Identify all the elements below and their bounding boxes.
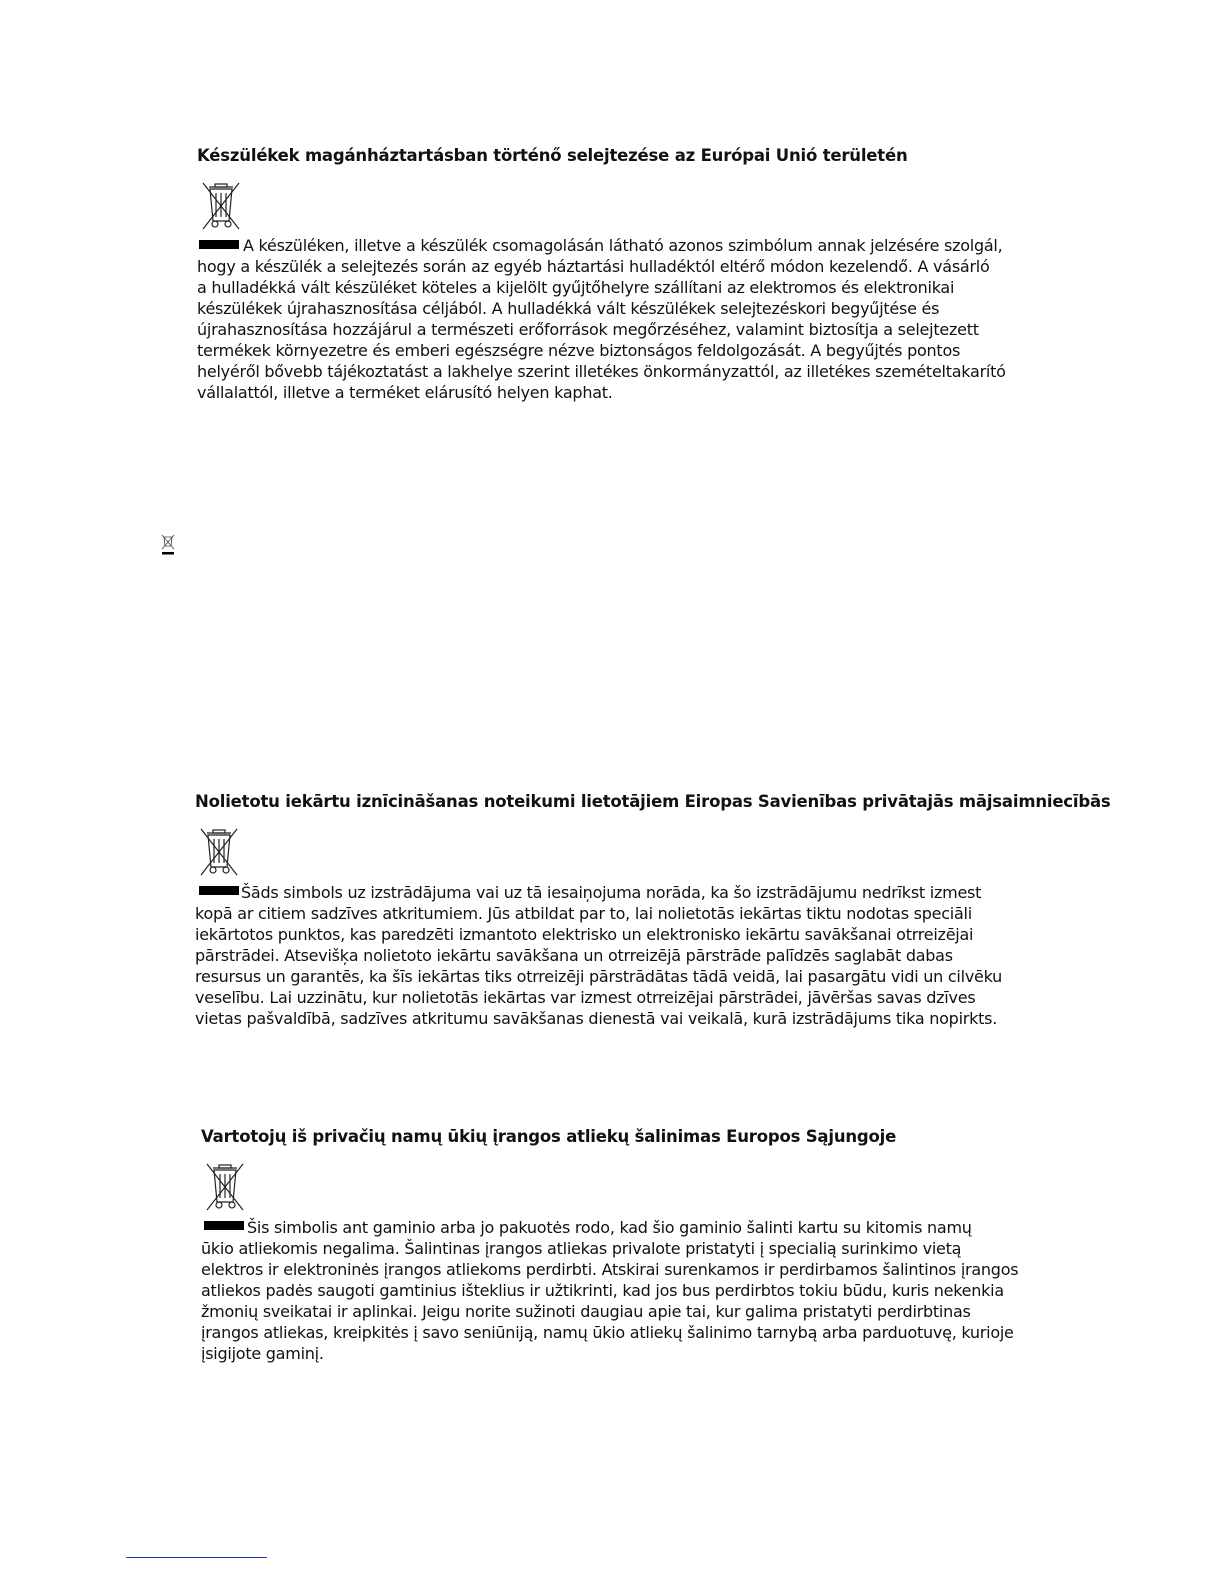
crossed-out-wheelie-bin-icon: [199, 181, 243, 233]
section-heading: Nolietotu iekārtu iznīcināšanas noteikumi lietotājiem Eiropas Savienības privātajās mājsaimniecībās: [195, 792, 1111, 811]
body-line: resursus un garantēs, ka šīs iekārtas tiks otrreizēji pārstrādātas tādā veidā, lai pasargātu vidi un cilvēku: [195, 967, 1003, 986]
body-line: vállalattól, illetve a terméket elárusító helyen kaphat.: [197, 383, 613, 402]
body-line: vietas pašvaldībā, sadzīves atkritumu savākšanas dienestā vai veikalā, kurā izstrādājums tika nopirkts.: [195, 1009, 998, 1028]
body-line: termékek környezetre és emberi egészségre nézve biztonságos feldolgozását. A begyűjtés pontos: [197, 341, 961, 360]
footnote-rule: [126, 1557, 267, 1558]
crossed-out-wheelie-bin-icon: [197, 827, 241, 879]
body-line: veselību. Lai uzzinātu, kur nolietotās iekārtas var izmest otrreizējai pārstrādei, jāvēršas savas dzīves: [195, 988, 976, 1007]
section-body: [201, 1217, 1018, 1364]
crossed-out-wheelie-bin-icon: [203, 1162, 247, 1214]
body-line: újrahasznosítása hozzájárul a természeti erőforrások megőrzéséhez, valamint biztosítja a selejtezett: [197, 320, 979, 339]
body-line: Šis simbolis ant gaminio arba jo pakuotės rodo, kad šio gaminio šalinti kartu su kitomis namų: [247, 1218, 972, 1237]
section-heading: Vartotojų iš privačių namų ūkių įrangos atliekų šalinimas Europos Sąjungoje: [201, 1127, 897, 1146]
body-line: hogy a készülék a selejtezés során az egyéb háztartási hulladéktól eltérő módon kezelendő. A vásárló: [197, 257, 990, 276]
body-line: helyéről bővebb tájékoztatást a lakhelye szerint illetékes önkormányzattól, az illetékes szemételtakarító: [197, 362, 1006, 381]
body-line: įsigijote gaminį.: [201, 1344, 324, 1363]
section-body: [197, 235, 1006, 403]
body-line: įrangos atliekas, kreipkitės į savo seniūniją, namų ūkio atliekų šalinimo tarnybą arba parduotuvę, kurioje: [201, 1323, 1014, 1342]
body-line: elektros ir elektroninės įrangos atliekoms perdirbti. Atskirai surenkamos ir perdirbamos šalintinos įrangos: [201, 1260, 1019, 1279]
body-line: készülékek újrahasznosítása céljából. A hulladékká vált készülékek selejtezéskori begyűjtése és: [197, 299, 940, 318]
section-hungarian: [197, 145, 1077, 402]
body-line: Šāds simbols uz izstrādājuma vai uz tā iesaiņojuma norāda, ka šo izstrādājumu nedrīkst izmest: [241, 883, 982, 902]
body-line: a hulladékká vált készüléket köteles a kijelölt gyűjtőhelyre szállítani az elektromos és elektronikai: [197, 278, 955, 297]
section-heading: Készülékek magánháztartásban történő selejtezése az Európai Unió területén: [197, 146, 908, 165]
body-line: A készüléken, illetve a készülék csomagolásán látható azonos szimbólum annak jelzésére szolgál,: [243, 236, 1003, 255]
body-line: ūkio atliekomis negalima. Šalintinas įrangos atliekas privalote pristatyti į specialią surinkimo vietą: [201, 1239, 962, 1258]
section-latvian: [195, 791, 1111, 1028]
body-line: žmonių sveikatai ir aplinkai. Jeigu norite sužinoti daugiau apie tai, kur galima pristatyti perdirbtinas: [201, 1302, 971, 1321]
section-body: [195, 882, 1002, 1029]
body-line: kopā ar citiem sadzīves atkritumiem. Jūs atbildat par to, lai nolietotās iekārtas tiktu nodotas speciāli: [195, 904, 972, 923]
crossed-out-wheelie-bin-icon: [161, 534, 175, 556]
section-lithuanian: [201, 1126, 1081, 1363]
body-line: pārstrādei. Atsevišķa nolietoto iekārtu savākšana un otrreizējā pārstrāde palīdzēs saglabāt dabas: [195, 946, 953, 965]
body-line: iekārtotos punktos, kas paredzēti izmantoto elektrisko un elektronisko iekārtu savākšanai otrreizējai: [195, 925, 974, 944]
body-line: atliekos padės saugoti gamtinius išteklius ir užtikrinti, kad jos bus perdirbtos tokiu būdu, kuris nekenkia: [201, 1281, 1004, 1300]
